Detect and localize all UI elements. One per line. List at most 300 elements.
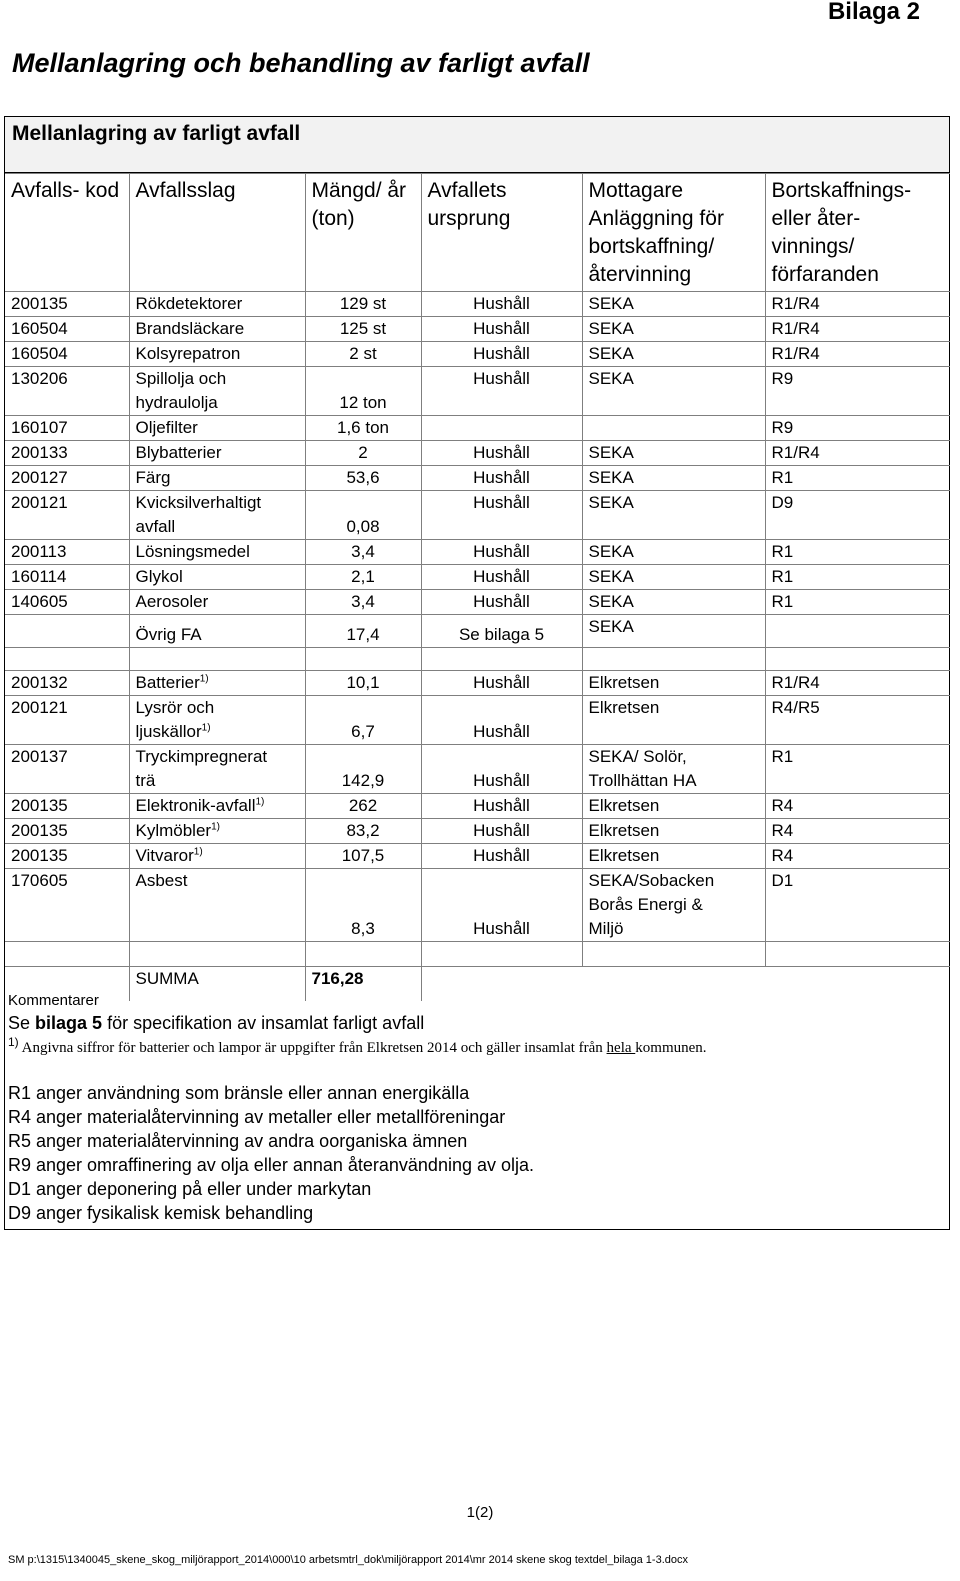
ursprung-value: Hushåll xyxy=(473,919,530,938)
mangd-cell xyxy=(305,745,421,794)
slag-value: Kolsyrepatron xyxy=(135,344,241,363)
table-row xyxy=(5,292,950,317)
section-title: Mellanlagring av farligt avfall xyxy=(5,117,949,173)
forfarande-cell xyxy=(765,441,950,466)
ursprung-cell xyxy=(421,745,582,794)
kod-value: 160504 xyxy=(11,344,68,363)
forfarande-value: R1/R4 xyxy=(771,443,820,462)
kod-cell xyxy=(5,794,129,819)
table-row xyxy=(5,342,950,367)
forfarande-value: R4 xyxy=(771,796,794,815)
footnote-underlined: hela xyxy=(606,1040,636,1056)
table-row xyxy=(5,540,950,565)
mottagare-cell xyxy=(582,590,765,615)
slag-line: Spillolja och xyxy=(135,369,227,388)
slag-cell xyxy=(129,367,305,416)
mangd-value: 2 xyxy=(358,443,368,462)
kod-cell xyxy=(5,540,129,565)
kod-value: 200135 xyxy=(11,294,68,313)
code-line: R4 anger materialåtervinning av metaller eller metallföreningar xyxy=(8,1107,506,1127)
ursprung-cell xyxy=(421,416,582,441)
mangd-cell xyxy=(305,342,421,367)
kod-cell xyxy=(5,292,129,317)
header-kod: Avfalls- kod xyxy=(5,174,129,292)
header-slag: Avfallsslag xyxy=(129,174,305,292)
slag-value: Oljefilter xyxy=(135,418,198,437)
empty-cell xyxy=(129,942,305,967)
kod-cell xyxy=(5,466,129,491)
mottagare-line: Trollhättan HA xyxy=(588,771,697,790)
slag-cell xyxy=(129,745,305,794)
mangd-cell xyxy=(305,416,421,441)
forfarande-cell xyxy=(765,367,950,416)
table-row xyxy=(5,491,950,540)
mottagare-cell xyxy=(582,844,765,869)
header-mangd: Mängd/ år (ton) xyxy=(305,174,421,292)
mottagare-cell xyxy=(582,292,765,317)
kod-cell xyxy=(5,342,129,367)
footnote-ref: 1) xyxy=(201,722,211,734)
empty-cell xyxy=(582,942,765,967)
mottagare-cell xyxy=(582,794,765,819)
slag-cell xyxy=(129,590,305,615)
forfarande-value: R4 xyxy=(771,846,794,865)
forfarande-value: D1 xyxy=(771,871,794,890)
slag-cell xyxy=(129,491,305,540)
kod-cell xyxy=(5,671,129,696)
slag-value: Kylmöbler xyxy=(135,821,212,840)
table-row xyxy=(5,671,950,696)
empty-cell xyxy=(5,648,129,671)
comment-line xyxy=(8,1011,938,1035)
mottagare-line: SEKA/Sobacken xyxy=(588,871,715,890)
ursprung-value: Hushåll xyxy=(473,722,530,741)
ursprung-value: Hushåll xyxy=(473,542,530,561)
mangd-value: 0,08 xyxy=(346,517,380,536)
slag-line: avfall xyxy=(135,517,176,536)
slag-cell xyxy=(129,819,305,844)
slag-value: Rökdetektorer xyxy=(135,294,243,313)
mangd-cell xyxy=(305,367,421,416)
mottagare-value: SEKA xyxy=(588,294,634,313)
table-header-row xyxy=(5,174,950,292)
footnote xyxy=(8,1037,938,1059)
mottagare-value: SEKA xyxy=(588,369,634,388)
kod-value: 200113 xyxy=(11,542,67,561)
code-line: R1 anger användning som bränsle eller annan energikälla xyxy=(8,1083,470,1103)
ursprung-value: Hushåll xyxy=(473,673,530,692)
appendix-label: Bilaga 2 xyxy=(827,0,920,25)
mottagare-value: Elkretsen xyxy=(588,796,660,815)
ursprung-cell xyxy=(421,540,582,565)
footnote-ref-sup xyxy=(202,722,211,733)
code-legend xyxy=(8,1081,938,1225)
mottagare-cell xyxy=(582,869,765,942)
ursprung-cell xyxy=(421,590,582,615)
slag-value: Lösningsmedel xyxy=(135,542,250,561)
kod-value: 200135 xyxy=(11,821,68,840)
mangd-cell xyxy=(305,794,421,819)
mangd-value: 129 st xyxy=(339,294,387,313)
mangd-value: 17,4 xyxy=(346,625,380,644)
footnote-post: kommunen. xyxy=(635,1040,707,1056)
forfarande-cell xyxy=(765,317,950,342)
ursprung-value: Hushåll xyxy=(473,294,530,313)
slag-cell xyxy=(129,615,305,648)
kod-cell xyxy=(5,367,129,416)
mottagare-cell xyxy=(582,416,765,441)
ursprung-value: Hushåll xyxy=(473,443,530,462)
kod-value: 200121 xyxy=(11,493,68,512)
footnote-ref-sup xyxy=(194,846,203,857)
forfarande-cell xyxy=(765,292,950,317)
forfarande-value: R1 xyxy=(771,468,794,487)
waste-table xyxy=(5,173,950,1001)
forfarande-value: R1/R4 xyxy=(771,344,820,363)
mangd-cell xyxy=(305,869,421,942)
table-row xyxy=(5,615,950,648)
mottagare-value: SEKA xyxy=(588,592,634,611)
forfarande-value: R4 xyxy=(771,821,794,840)
mottagare-value: SEKA xyxy=(588,493,634,512)
mangd-cell xyxy=(305,565,421,590)
table-row xyxy=(5,367,950,416)
ursprung-cell xyxy=(421,869,582,942)
slag-line: Tryckimpregnerat xyxy=(135,747,268,766)
forfarande-cell xyxy=(765,590,950,615)
mangd-value: 6,7 xyxy=(351,722,375,741)
mottagare-value: Elkretsen xyxy=(588,698,660,717)
mangd-value: 142,9 xyxy=(341,771,385,790)
mottagare-value: SEKA xyxy=(588,443,634,462)
footnote-ref: 1) xyxy=(199,673,209,685)
mangd-value: 8,3 xyxy=(351,919,375,938)
forfarande-cell xyxy=(765,491,950,540)
ursprung-cell xyxy=(421,441,582,466)
mangd-value: 53,6 xyxy=(346,468,380,487)
ursprung-cell xyxy=(421,491,582,540)
forfarande-value: D9 xyxy=(771,493,794,512)
ursprung-cell xyxy=(421,342,582,367)
forfarande-value: R9 xyxy=(771,418,794,437)
ursprung-value: Hushåll xyxy=(473,344,530,363)
forfarande-cell xyxy=(765,342,950,367)
slag-value: Vitvaror xyxy=(135,846,194,865)
kod-cell xyxy=(5,819,129,844)
summa-value: 716,28 xyxy=(311,969,364,988)
spacer-row xyxy=(5,648,950,671)
mottagare-cell xyxy=(582,441,765,466)
kod-cell xyxy=(5,615,129,648)
ursprung-cell xyxy=(421,565,582,590)
kod-cell xyxy=(5,844,129,869)
slag-cell xyxy=(129,441,305,466)
kod-value: 200135 xyxy=(11,796,68,815)
mottagare-line: SEKA/ Solör, xyxy=(588,747,687,766)
slag-cell xyxy=(129,565,305,590)
slag-cell xyxy=(129,540,305,565)
ursprung-cell xyxy=(421,844,582,869)
comments-section xyxy=(8,991,938,1225)
empty-cell xyxy=(129,648,305,671)
slag-value: Färg xyxy=(135,468,171,487)
page-title: Mellanlagring och behandling av farligt avfall xyxy=(12,48,590,78)
forfarande-cell xyxy=(765,745,950,794)
ursprung-cell xyxy=(421,671,582,696)
slag-cell xyxy=(129,342,305,367)
code-line: R5 anger materialåtervinning av andra oorganiska ämnen xyxy=(8,1131,468,1151)
ursprung-cell xyxy=(421,794,582,819)
mottagare-cell xyxy=(582,491,765,540)
slag-cell xyxy=(129,844,305,869)
kod-value: 200137 xyxy=(11,747,68,766)
ursprung-cell xyxy=(421,696,582,745)
code-line: D1 anger deponering på eller under markytan xyxy=(8,1179,372,1199)
kod-value: 200132 xyxy=(11,673,68,692)
code-line: R9 anger omraffinering av olja eller annan återanvändning av olja. xyxy=(8,1155,535,1175)
forfarande-value: R9 xyxy=(771,369,794,388)
mangd-cell xyxy=(305,819,421,844)
mottagare-cell xyxy=(582,317,765,342)
kod-value: 160107 xyxy=(11,418,68,437)
header-ursprung: Avfallets ursprung xyxy=(421,174,582,292)
mottagare-cell xyxy=(582,615,765,648)
ursprung-cell xyxy=(421,819,582,844)
mangd-cell xyxy=(305,491,421,540)
kod-cell xyxy=(5,416,129,441)
mottagare-value: Elkretsen xyxy=(588,673,660,692)
slag-line: trä xyxy=(135,771,156,790)
footnote-ref-sup xyxy=(211,821,220,832)
empty-cell xyxy=(765,648,950,671)
mottagare-cell xyxy=(582,819,765,844)
forfarande-cell xyxy=(765,869,950,942)
mangd-cell xyxy=(305,696,421,745)
mangd-value: 83,2 xyxy=(346,821,380,840)
table-row xyxy=(5,869,950,942)
page-number: 1(2) xyxy=(466,1504,494,1521)
slag-cell xyxy=(129,794,305,819)
slag-cell xyxy=(129,869,305,942)
mottagare-cell xyxy=(582,540,765,565)
slag-value: Asbest xyxy=(135,871,188,890)
kod-cell xyxy=(5,745,129,794)
table-row xyxy=(5,317,950,342)
kod-value: 160114 xyxy=(11,567,67,586)
table-row xyxy=(5,696,950,745)
footnote-pre: Angivna siffror för batterier och lampor är uppgifter från Elkretsen 2014 och gäller insamlat från xyxy=(21,1040,607,1056)
ursprung-cell xyxy=(421,367,582,416)
forfarande-cell xyxy=(765,615,950,648)
mottagare-line: Miljö xyxy=(588,919,624,938)
slag-value: Elektronik-avfall xyxy=(135,796,256,815)
empty-cell xyxy=(5,942,129,967)
empty-cell xyxy=(421,942,582,967)
ursprung-value: Hushåll xyxy=(473,846,530,865)
empty-cell xyxy=(582,648,765,671)
forfarande-value: R1 xyxy=(771,747,794,766)
ursprung-value: Se bilaga 5 xyxy=(458,625,545,644)
mangd-cell xyxy=(305,615,421,648)
table-row xyxy=(5,441,950,466)
table-row xyxy=(5,466,950,491)
footnote-ref-sup xyxy=(200,673,209,684)
mottagare-value: SEKA xyxy=(588,542,634,561)
table-row xyxy=(5,416,950,441)
mangd-value: 10,1 xyxy=(346,673,380,692)
mangd-value: 2 st xyxy=(349,344,377,363)
forfarande-value: R1 xyxy=(771,592,794,611)
mottagare-cell xyxy=(582,696,765,745)
ursprung-value: Hushåll xyxy=(473,567,530,586)
forfarande-cell xyxy=(765,466,950,491)
slag-value: Övrig FA xyxy=(135,625,202,644)
forfarande-cell xyxy=(765,819,950,844)
mangd-value: 3,4 xyxy=(351,542,375,561)
table-row xyxy=(5,844,950,869)
slag-cell xyxy=(129,466,305,491)
table-row xyxy=(5,590,950,615)
footnote-ref: 1) xyxy=(211,821,220,833)
forfarande-cell xyxy=(765,671,950,696)
ursprung-value: Hushåll xyxy=(473,821,530,840)
mangd-cell xyxy=(305,317,421,342)
kod-cell xyxy=(5,441,129,466)
ursprung-cell xyxy=(421,317,582,342)
slag-cell xyxy=(129,671,305,696)
slag-cell xyxy=(129,416,305,441)
mottagare-value: SEKA xyxy=(588,319,634,338)
footnote-ref: 1) xyxy=(193,846,203,858)
slag-line: ljuskällor xyxy=(135,722,202,741)
mottagare-value: Elkretsen xyxy=(588,821,660,840)
mottagare-cell xyxy=(582,367,765,416)
mottagare-line: Borås Energi & xyxy=(588,895,703,914)
empty-cell xyxy=(305,942,421,967)
slag-value: Brandsläckare xyxy=(135,319,245,338)
summa-label: SUMMA xyxy=(135,969,199,988)
comments-label: Kommentarer xyxy=(8,992,99,1009)
mangd-value: 2,1 xyxy=(351,567,375,586)
ursprung-cell xyxy=(421,615,582,648)
kod-value: 130206 xyxy=(11,369,68,388)
ursprung-value: Hushåll xyxy=(473,319,530,338)
mottagare-value: SEKA xyxy=(588,344,634,363)
ursprung-value: Hushåll xyxy=(473,796,530,815)
slag-value: Glykol xyxy=(135,567,183,586)
comment-bold: bilaga 5 xyxy=(35,1013,103,1033)
slag-cell xyxy=(129,696,305,745)
slag-line: hydraulolja xyxy=(135,393,218,412)
table-row xyxy=(5,819,950,844)
kod-cell xyxy=(5,491,129,540)
kod-cell xyxy=(5,565,129,590)
mottagare-value: SEKA xyxy=(588,617,634,636)
kod-value: 160504 xyxy=(11,319,68,338)
slag-value: Aerosoler xyxy=(135,592,209,611)
forfarande-cell xyxy=(765,416,950,441)
ursprung-value: Hushåll xyxy=(473,771,530,790)
forfarande-value: R1 xyxy=(771,542,794,561)
mangd-cell xyxy=(305,441,421,466)
mottagare-value: SEKA xyxy=(588,567,634,586)
slag-line: Lysrör och xyxy=(135,698,215,717)
mangd-value: 262 xyxy=(348,796,378,815)
mottagare-cell xyxy=(582,565,765,590)
code-line: D9 anger fysikalisk kemisk behandling xyxy=(8,1203,314,1223)
mangd-cell xyxy=(305,466,421,491)
forfarande-value: R1 xyxy=(771,567,794,586)
mangd-value: 3,4 xyxy=(351,592,375,611)
table-row xyxy=(5,565,950,590)
slag-cell xyxy=(129,292,305,317)
slag-value: Batterier xyxy=(135,673,200,692)
file-path: SM p:\1315\1340045_skene_skog_miljörapport_2014\000\10 arbetsmtrl_dok\miljörapport 2014\mr 2014 skene skog textdel_bilaga 1-3.docx xyxy=(8,1554,688,1566)
slag-value: Blybatterier xyxy=(135,443,222,462)
table-row xyxy=(5,794,950,819)
forfarande-cell xyxy=(765,696,950,745)
mangd-value: 107,5 xyxy=(341,846,385,865)
mangd-cell xyxy=(305,540,421,565)
kod-value: 200133 xyxy=(11,443,68,462)
empty-cell xyxy=(765,942,950,967)
footnote-mark: 1) xyxy=(8,1035,19,1049)
mangd-value: 125 st xyxy=(339,319,387,338)
kod-cell xyxy=(5,869,129,942)
ursprung-cell xyxy=(421,466,582,491)
forfarande-cell xyxy=(765,844,950,869)
forfarande-value: R1/R4 xyxy=(771,673,820,692)
mangd-cell xyxy=(305,292,421,317)
kod-value: 200135 xyxy=(11,846,68,865)
ursprung-value: Hushåll xyxy=(473,468,530,487)
mottagare-value: SEKA xyxy=(588,468,634,487)
mottagare-cell xyxy=(582,671,765,696)
kod-cell xyxy=(5,590,129,615)
ursprung-cell xyxy=(421,292,582,317)
ursprung-value: Hushåll xyxy=(473,592,530,611)
slag-line: Kvicksilverhaltigt xyxy=(135,493,262,512)
forfarande-value: R1/R4 xyxy=(771,294,820,313)
mottagare-cell xyxy=(582,342,765,367)
forfarande-cell xyxy=(765,794,950,819)
ursprung-value: Hushåll xyxy=(473,493,530,512)
kod-value: 170605 xyxy=(11,871,68,890)
kod-value: 200127 xyxy=(11,468,68,487)
forfarande-cell xyxy=(765,540,950,565)
footnote-ref: 1) xyxy=(255,796,265,808)
header-mottagare: Mottagare Anläggning för bortskaffning/ återvinning xyxy=(582,174,765,292)
slag-cell xyxy=(129,317,305,342)
mangd-value: 1,6 ton xyxy=(337,418,389,437)
forfarande-value: R4/R5 xyxy=(771,698,820,717)
kod-cell xyxy=(5,696,129,745)
empty-cell xyxy=(305,648,421,671)
forfarande-cell xyxy=(765,565,950,590)
table-row xyxy=(5,745,950,794)
header-forfarande: Bortskaffnings- eller åter- vinnings/ förfaranden xyxy=(765,174,950,292)
forfarande-value: R1/R4 xyxy=(771,319,820,338)
mottagare-cell xyxy=(582,745,765,794)
kod-cell xyxy=(5,317,129,342)
mangd-value: 12 ton xyxy=(339,393,387,412)
comment-post: för specifikation av insamlat farligt avfall xyxy=(102,1013,425,1033)
kod-value: 200121 xyxy=(11,698,68,717)
empty-cell xyxy=(421,648,582,671)
mottagare-cell xyxy=(582,466,765,491)
spacer-row xyxy=(5,942,950,967)
mangd-cell xyxy=(305,671,421,696)
